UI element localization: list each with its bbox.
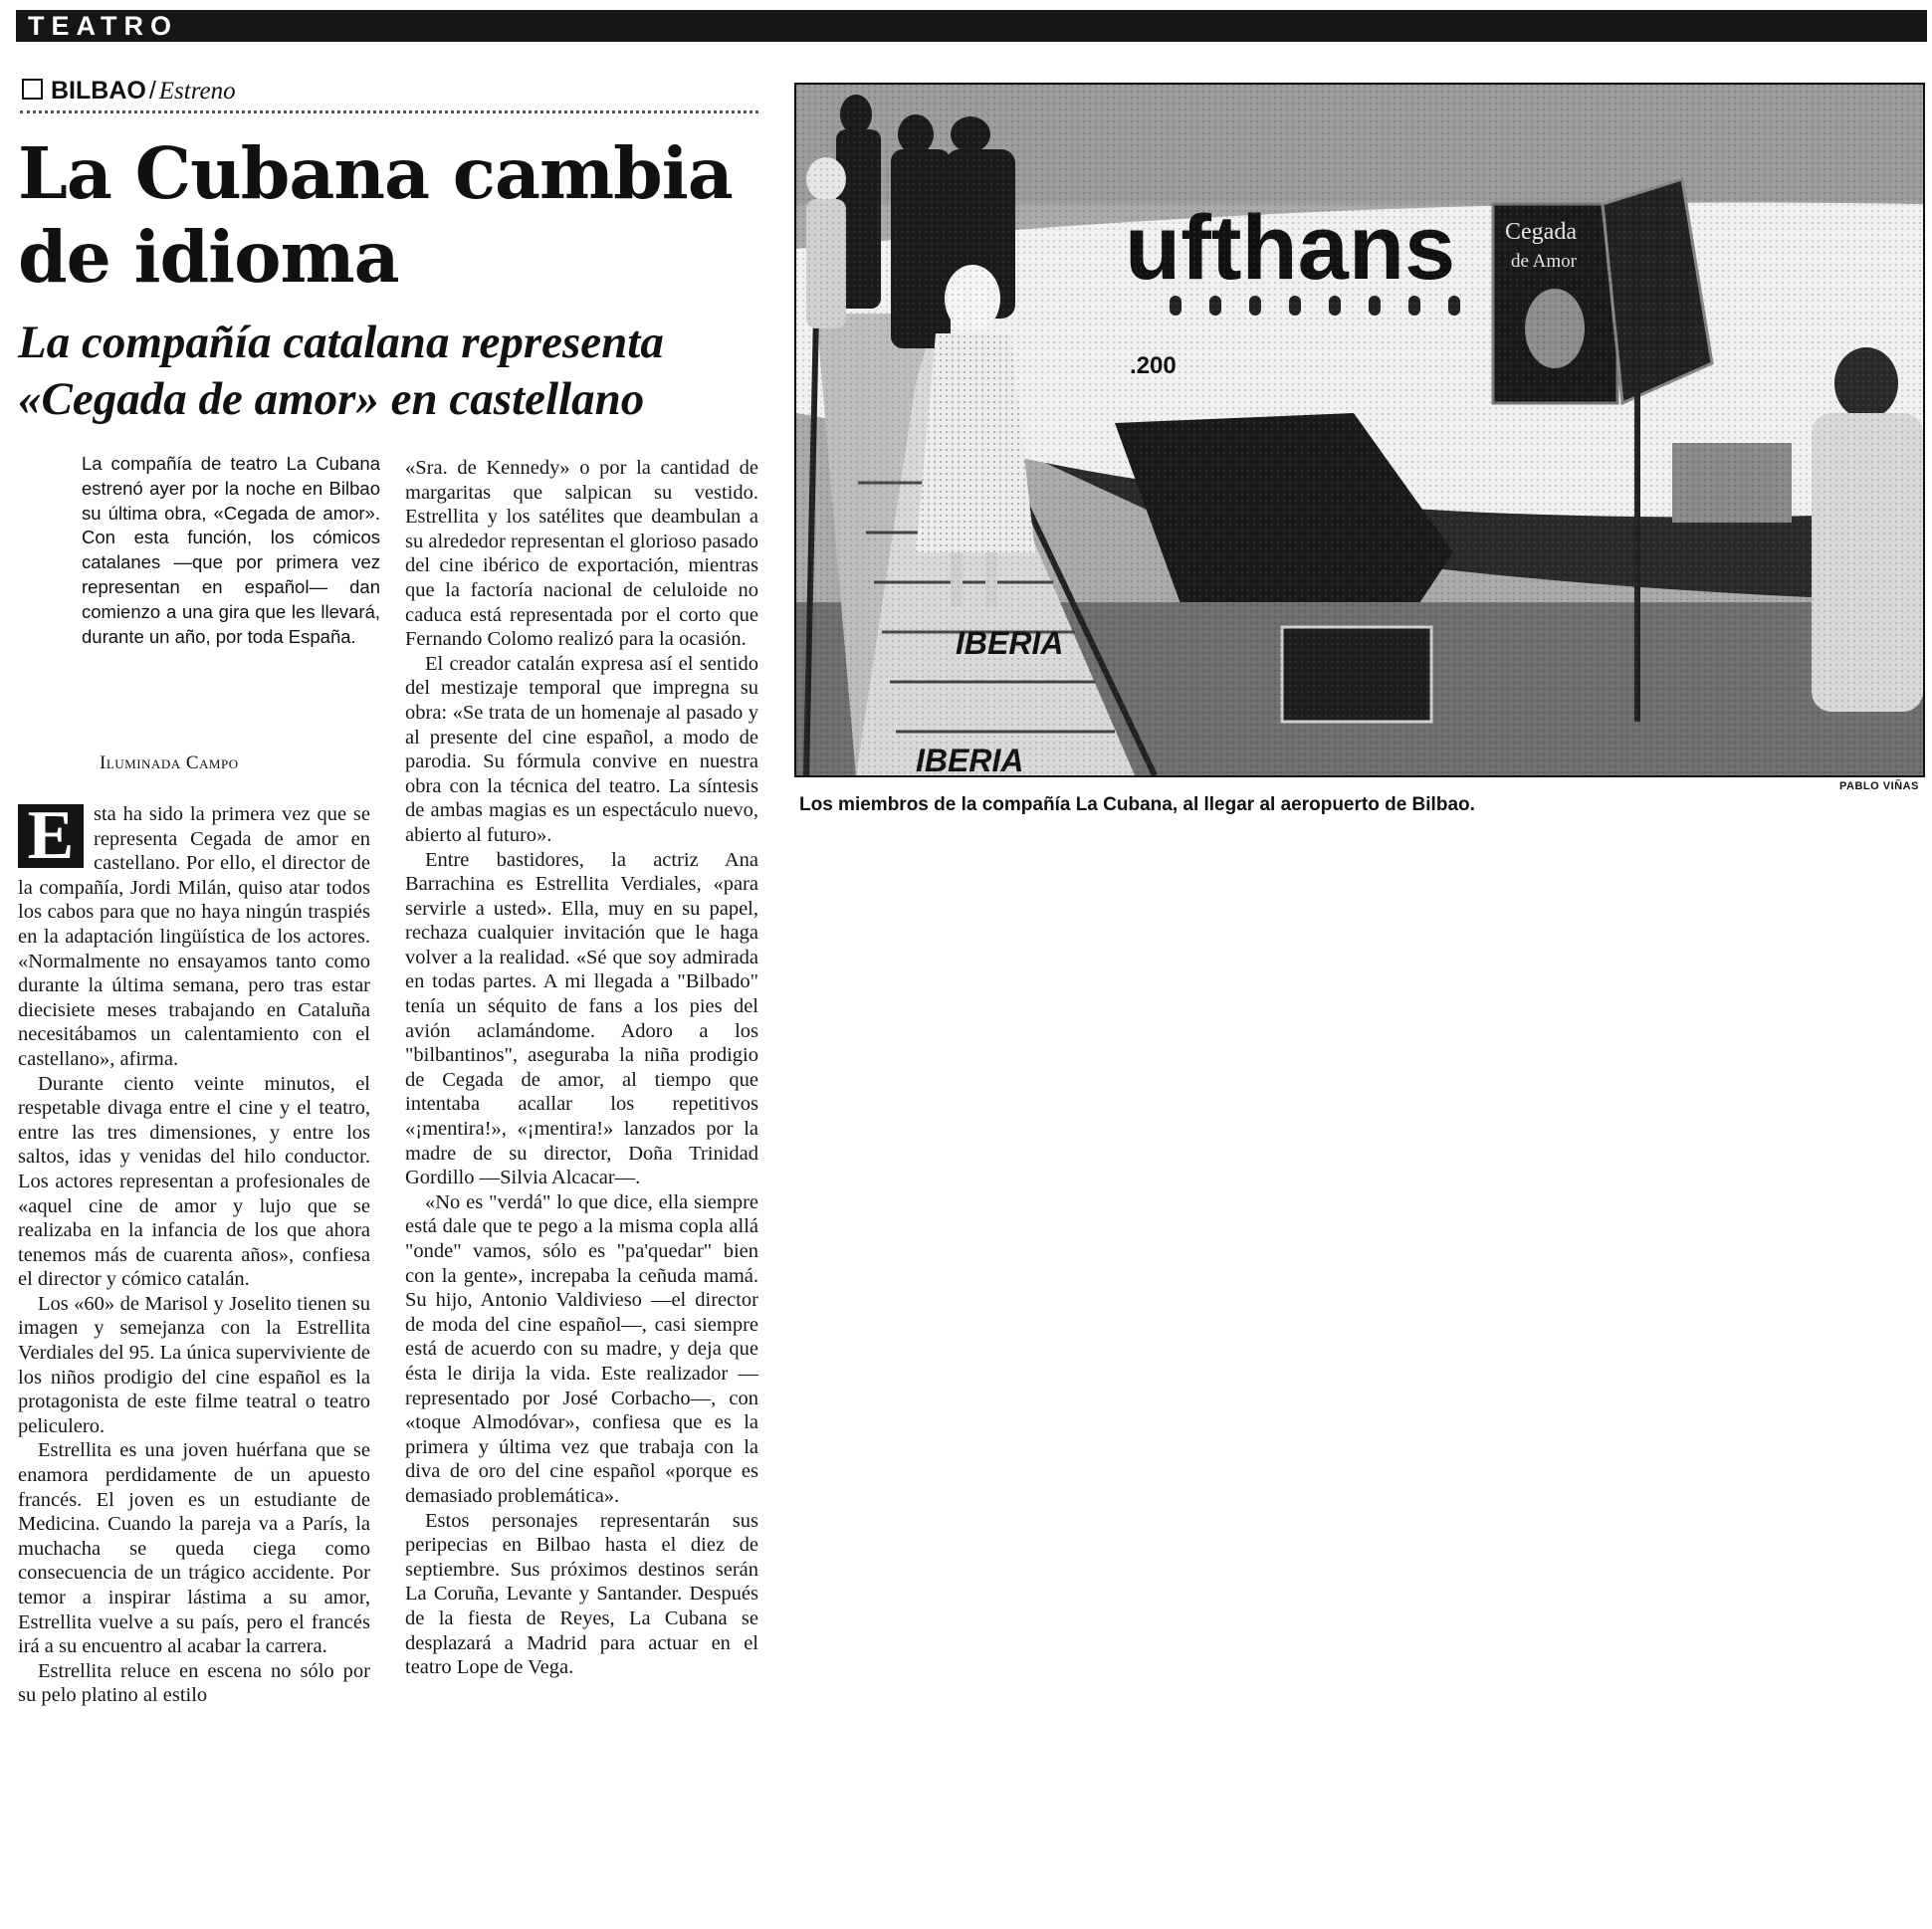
paragraph (18, 797, 370, 1072)
paragraph: El creador catalán expresa así el sentido del mestizaje temporal que impregna su obra: «Se trata de un homenaje al pasado y al presente del cine español, a modo de parodia. Su fórmula convive en nuestra obra con la técnica del teatro. La síntesis de ambas magias es un espectáculo nuevo, abierto al futuro». (405, 652, 758, 846)
paragraph: Durante ciento veinte minutos, el respetable divaga entre el cine y el teatro, entre las tres dimensiones, y entre los saltos, idas y venidas del hilo conductor. Los actores representan a profesionales de «aquel cine de amor y lujo que se realizaba en la infancia de los que ahora tenemos más de cuarenta años», confiesa el director y cómico catalán. (18, 1072, 370, 1291)
paragraph: «Sra. de Kennedy» o por la cantidad de margaritas que salpican su vestido. Estrellita y los satélites que deambulan a su alrededor representan el glorioso pasado del cine ibérico de exportación, mientras que la factoría nacional de celuloide no caduca está representada por el corto que Fernando Colomo realizó para la ocasión. (405, 457, 758, 651)
article-photo (794, 83, 1925, 777)
dotted-divider (20, 110, 758, 113)
paragraph: Estrellita reluce en escena no sólo por su pelo platino al estilo (18, 1659, 370, 1707)
paragraph: Estos personajes representarán sus peripecias en Bilbao hasta el diez de septiembre. Sus próximos destinos serán La Coruña, Levante y Santander. Después de la fiesta de Reyes, La Cubana se desplazará a Madrid para actuar en el teatro Lope de Vega. (405, 1509, 758, 1679)
paragraph: Entre bastidores, la actriz Ana Barrachina es Estrellita Verdiales, «para servirle a usted». Ella, muy en su papel, rechaza cualquier invitación que le haga volver a la realidad. «Sé que soy admirada en todas partes. A mi llegada a "Bilbado" tenía un séquito de fans a los pies del avión aclamándome. Adoro a los "bilbantinos", aseguraba la niña prodigio de Cegada de amor, al tiempo que intentaba acallar los repetitivos «¡mentira!», «¡mentira!» lanzados por la madre de su director, Doña Trinidad Gordillo —Silvia Alcacar—. (405, 848, 758, 1189)
kicker-city: BILBAO (51, 77, 146, 105)
airport-arrival-photo (796, 85, 1923, 775)
article-column-left (18, 797, 370, 1708)
photo-caption: Los miembros de la compañía La Cubana, al llegar al aeropuerto de Bilbao. (799, 794, 1475, 815)
section-label: TEATRO (28, 11, 178, 41)
drop-cap: E (18, 804, 84, 868)
paragraph: Los «60» de Marisol y Joselito tienen su imagen y semejanza con la Estrellita Verdiales del 95. La única superviviente de los niños prodigio del cine español es la protagonista de este filme teatral o teatro peliculero. (18, 1292, 370, 1437)
byline: Iluminada Campo (100, 752, 239, 773)
article-column-middle (405, 456, 758, 1680)
paragraph: «No es "verdá" lo que dice, ella siempre está dale que te pego a la misma copla allá "onde" vamos, sólo es "pa'quedar" bien con la gente», increpaba la ceñuda mamá. Su hijo, Antonio Valdivieso —el director de moda del cine español—, casi siempre está de acuerdo con su madre, y deja que ésta le dirija la vida. Este realizador —representado por José Corbacho—, con «toque Almodóvar», confiesa que es la primera y última vez que trabaja con la diva de oro del cine español «porque es demasiado problemática». (405, 1190, 758, 1507)
photo-credit: PABLO VIÑAS (1839, 780, 1919, 792)
kicker-separator: / (148, 77, 156, 105)
paragraph: Estrellita es una joven huérfana que se enamora perdidamente de un apuesto francés. El joven es un estudiante de Medicina. Cuando la pareja va a París, la muchacha se queda ciega como consecuencia de un trágico accidente. Por temor a inspirar lástima a su amor, Estrellita vuelve a su país, pero el francés irá a su encuentro al acabar la carrera. (18, 1439, 370, 1658)
section-bar (16, 10, 1927, 42)
lead-paragraph: La compañía de teatro La Cubana estrenó ayer por la noche en Bilbao su última obra, «Cegada de amor». Con esta función, los cómicos catalanes —que por primera vez representan en español— dan comienzo a una gira que les llevará, durante un año, por toda España. (82, 453, 380, 647)
headline: La Cubana cambia de idioma (18, 131, 733, 299)
kicker (22, 76, 236, 107)
square-icon (22, 79, 43, 100)
subheadline: La compañía catalana representa «Cegada de amor» en castellano (18, 317, 664, 425)
paragraph-text: sta ha sido la primera vez que se representa Cegada de amor en castellano. Por ello, el director de la compañía, Jordi Milán, quiso atar todos los cabos para que no haya ningún traspiés en la adaptación lingüística de los actores. «Normalmente no ensayamos tanto como durante la última semana, pero tras estar diecisiete meses trabajando en Cataluña necesitábamos un calentamiento con el castellano», afirma. (18, 803, 370, 1070)
kicker-type: Estreno (158, 78, 236, 105)
